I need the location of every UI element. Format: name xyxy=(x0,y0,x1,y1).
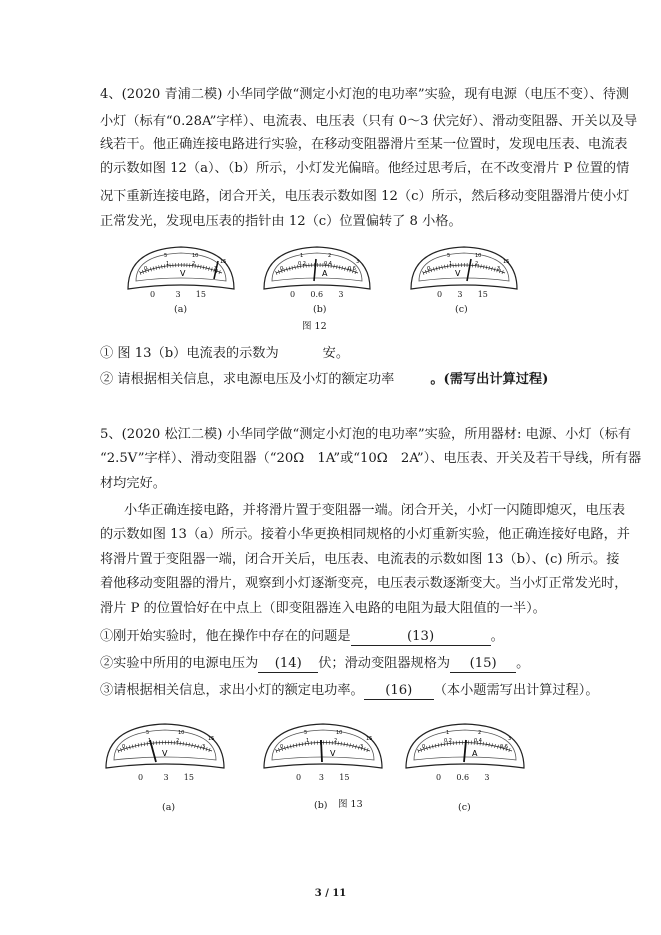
page-number: 3 / 11 xyxy=(314,888,347,899)
q5-sub-2: ②实验中所用的电源电压为 (14) 伏；滑动变阻器规格为 (15) 。 xyxy=(100,656,530,671)
q5-line-1: 5、(2020 松江二模) 小华同学做“测定小灯泡的电功率”实验，所用器材: 电源、小灯（标有 xyxy=(100,427,632,442)
q5-para2-line-2: 的示数如图 13（a）所示。接着小华更换相同规格的小灯重新实验，他正确连接好电路，并 xyxy=(100,527,630,542)
svg-text:2: 2 xyxy=(475,261,479,267)
svg-text:5: 5 xyxy=(447,253,451,259)
svg-text:3: 3 xyxy=(214,266,218,272)
terminal-labels-fig13c: 0 0.6 3 xyxy=(436,773,490,782)
answer-blank-16[interactable]: (16) xyxy=(364,683,434,700)
svg-text:0.4: 0.4 xyxy=(474,738,482,744)
q5-para2-line-1: 小华正确连接电路，并将滑片置于变阻器一端。闭合开关，小灯一闪随即熄灭，电压表 xyxy=(124,503,626,518)
svg-text:1: 1 xyxy=(449,261,453,267)
svg-text:1: 1 xyxy=(166,261,170,267)
terminal-labels-fig12a: 0 3 15 xyxy=(150,290,206,299)
fig13-label-b: (b) xyxy=(314,800,328,811)
svg-text:15: 15 xyxy=(220,259,227,265)
q5-sub-3: ③请根据相关信息，求出小灯的额定电功率。 (16) （本小题需写出计算过程）。 xyxy=(100,683,599,698)
svg-text:0: 0 xyxy=(422,744,426,750)
svg-text:0: 0 xyxy=(280,266,284,272)
fig13-label-a: (a) xyxy=(162,802,176,813)
answer-blank-15[interactable]: (15) xyxy=(450,656,516,673)
q5-para2-line-4: 着他移动变阻器的滑片，观察到小灯逐渐变亮，电压表示数逐渐变大。当小灯正常发光时， xyxy=(100,576,628,591)
svg-text:3: 3 xyxy=(497,266,501,272)
terminal-labels-fig12b: 0 0.6 3 xyxy=(290,290,344,299)
svg-text:2: 2 xyxy=(176,738,180,744)
svg-text:A: A xyxy=(472,749,478,758)
svg-text:0.2: 0.2 xyxy=(298,261,306,267)
q5-para2-line-5: 滑片 P 的位置恰好在中点上（即变阻器连入电路的电阻为最大阻值的一半）。 xyxy=(100,601,546,616)
terminal-labels-fig13b: 0 3 15 xyxy=(296,773,350,782)
fig13-label-c: (c) xyxy=(458,802,471,813)
svg-text:V: V xyxy=(455,269,461,278)
fig12-label-a: (a) xyxy=(174,304,188,315)
svg-text:0.2: 0.2 xyxy=(444,738,452,744)
svg-text:3: 3 xyxy=(356,259,360,265)
svg-text:1: 1 xyxy=(446,730,450,736)
svg-text:10: 10 xyxy=(178,730,185,736)
svg-text:10: 10 xyxy=(336,730,343,736)
svg-text:5: 5 xyxy=(304,730,308,736)
svg-text:2: 2 xyxy=(334,738,338,744)
q5-para2-line-3: 将滑片置于变阻器一端，闭合开关后，电压表、电流表的示数如图 13（b）、(c) 所示。接 xyxy=(100,552,620,567)
svg-text:3: 3 xyxy=(360,744,364,750)
q4-line-6: 正常发光，发现电压表的指针由 12（c）位置偏转了 8 小格。 xyxy=(100,214,462,229)
svg-text:A: A xyxy=(322,269,328,278)
svg-text:15: 15 xyxy=(366,736,373,742)
svg-text:1: 1 xyxy=(300,253,304,259)
svg-text:15: 15 xyxy=(208,736,215,742)
q5-line-3: 材均完好。 xyxy=(100,476,166,491)
svg-text:10: 10 xyxy=(475,253,482,259)
svg-text:10: 10 xyxy=(192,253,199,259)
terminal-labels-fig13a: 0 3 15 xyxy=(138,773,194,782)
svg-text:0: 0 xyxy=(280,744,284,750)
svg-text:V: V xyxy=(180,269,186,278)
fig12-caption: 图 12 xyxy=(302,321,327,332)
q4-line-2: 小灯（标有“0.28A”字样）、电流表、电压表（只有 0～3 伏完好）、滑动变阻器、开关以及导 xyxy=(100,114,638,129)
svg-text:V: V xyxy=(162,749,168,758)
q4-line-4: 的示数如图 12（a）、（b）所示，小灯发光偏暗。他经过思考后，在不改变滑片 P 位置的情 xyxy=(100,161,630,176)
q4-line-1: 4、(2020 青浦二模) 小华同学做“测定小灯泡的电功率”实验，现有电源（电压不变）、待测 xyxy=(100,87,630,102)
q4-sub-2: ② 请根据相关信息，求电源电压及小灯的额定功率 。(需写出计算过程) xyxy=(100,372,549,387)
svg-text:0: 0 xyxy=(122,744,126,750)
fig12-label-c: (c) xyxy=(455,304,468,315)
svg-text:2: 2 xyxy=(192,261,196,267)
svg-text:0.4: 0.4 xyxy=(324,261,332,267)
svg-text:15: 15 xyxy=(503,259,510,265)
svg-text:1: 1 xyxy=(148,738,152,744)
fig12-label-b: (b) xyxy=(313,304,327,315)
terminal-labels-fig12c: 0 3 15 xyxy=(437,290,488,299)
q5-line-2: “2.5V”字样）、滑动变阻器（“20Ω 1A”或“10Ω 2A”）、电压表、开关及若干导线，所有器 xyxy=(100,451,642,466)
svg-text:2: 2 xyxy=(478,730,482,736)
answer-blank-13[interactable]: (13) xyxy=(351,629,491,646)
q5-sub-1: ①刚开始实验时，他在操作中存在的问题是 (13) 。 xyxy=(100,629,504,644)
answer-blank-14[interactable]: (14) xyxy=(258,656,318,673)
svg-text:3: 3 xyxy=(202,744,206,750)
q4-sub-1: ① 图 13（b）电流表的示数为 安。 xyxy=(100,346,350,361)
q4-line-3: 线若干。他正确连接电路进行实验，在移动变阻器滑片至某一位置时，发现电压表、电流表 xyxy=(100,137,628,152)
svg-text:2: 2 xyxy=(328,253,332,259)
svg-text:5: 5 xyxy=(164,253,168,259)
svg-text:0.6: 0.6 xyxy=(500,744,508,750)
svg-text:1: 1 xyxy=(306,738,310,744)
svg-text:0: 0 xyxy=(427,266,431,272)
svg-text:V: V xyxy=(330,749,336,758)
fig13-caption: 图 13 xyxy=(338,799,363,810)
svg-text:5: 5 xyxy=(146,730,150,736)
svg-text:3: 3 xyxy=(508,736,512,742)
q4-line-5: 况下重新连接电路，闭合开关，电压表示数如图 12（c）所示，然后移动变阻器滑片使小灯 xyxy=(100,189,630,204)
svg-text:0.6: 0.6 xyxy=(348,266,356,272)
svg-text:0: 0 xyxy=(144,266,148,272)
